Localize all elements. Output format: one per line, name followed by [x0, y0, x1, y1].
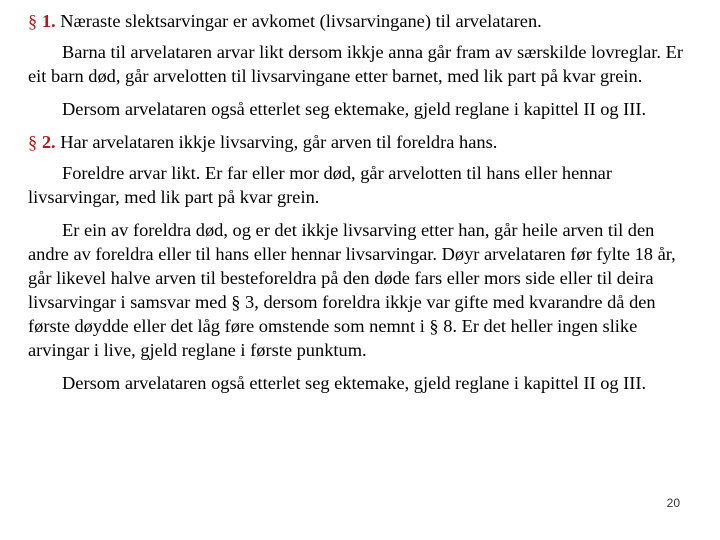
- section-2-paragraph-1: Foreldre arvar likt. Er far eller mor død, går arvelotten til hans eller hennar livsarvingar, med lik part på kvar grein.: [28, 163, 612, 207]
- section-2-paragraph-2: Er ein av foreldra død, og er det ikkje livsarving etter han, går heile arven til den andre av foreldra eller til hans eller hennar livsarvingar. Døyr arvelataren før fylte 18 år, går likevel halve arven til besteforeldra på den døde fars eller mors side eller til deira livsarvingar i samsvar med § 3, dersom foreldra ikkje var gifte med kvarandre då den første døydde eller det låg føre omstende som nemnt i § 8. Er det heller ingen slike arvingar i live, gjeld reglane i første punktum.: [28, 220, 676, 360]
- section-number: 1.: [41, 11, 56, 31]
- section-number: 2.: [41, 132, 56, 152]
- section-sign: §: [28, 132, 38, 152]
- document-page: [28, 9, 692, 395]
- section-1-heading: [28, 9, 692, 33]
- page-number: 20: [666, 496, 680, 510]
- section-2-paragraph-3: Dersom arvelataren også etterlet seg ektemake, gjeld reglane i kapittel II og III.: [62, 373, 647, 393]
- section-1-heading-text: Næraste slektsarvingar er avkomet (livsarvingane) til arvelataren.: [60, 11, 542, 31]
- section-sign: §: [28, 11, 38, 31]
- section-1-paragraph-1: Barna til arvelataren arvar likt dersom ikkje anna går fram av særskilde lovreglar. Er eit barn død, går arvelotten til livsarvingane etter barnet, med lik part på kvar grein.: [28, 42, 683, 86]
- section-1-paragraph-2: Dersom arvelataren også etterlet seg ektemake, gjeld reglane i kapittel II og III.: [62, 99, 647, 119]
- section-2-heading-text: Har arvelataren ikkje livsarving, går arven til foreldra hans.: [60, 132, 498, 152]
- section-2-heading: [28, 130, 692, 154]
